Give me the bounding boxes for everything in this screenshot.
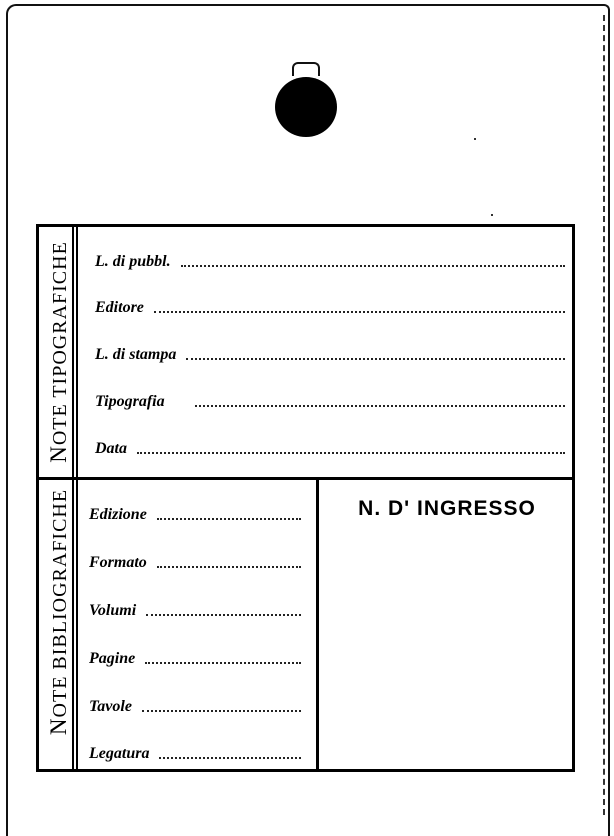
dotted-line [157, 566, 301, 568]
hole-reinforcement [292, 62, 320, 76]
field-label: Pagine [89, 650, 136, 667]
paper-speck [491, 214, 493, 216]
field-formato[interactable] [89, 550, 301, 572]
dotted-line [181, 265, 565, 267]
field-volumi[interactable] [89, 598, 301, 620]
punch-hole [275, 77, 337, 137]
paper-speck [474, 138, 476, 140]
field-tipografia[interactable] [95, 389, 565, 411]
catalog-card [36, 224, 575, 772]
numero-ingresso-heading: N. D' INGRESSO [358, 497, 536, 520]
section-title-bibliografiche-text: NOTE BIBLIOGRAFICHE [46, 488, 71, 736]
field-label: Edizione [89, 506, 147, 523]
dotted-line [145, 662, 301, 664]
column-divider [316, 480, 319, 769]
field-tavole[interactable] [89, 694, 301, 716]
section-divider [39, 477, 572, 480]
section-title-tipografiche-text: NOTE TIPOGRAFICHE [46, 241, 71, 463]
field-label: Legatura [89, 745, 150, 762]
dotted-line [137, 452, 565, 454]
dotted-line [186, 358, 565, 360]
tag-edge-shadow [603, 15, 607, 815]
field-label: Tipografia [95, 393, 165, 410]
field-label: L. di pubbl. [95, 253, 171, 270]
field-label: Volumi [89, 602, 137, 619]
field-label: Editore [95, 299, 144, 316]
field-pagine[interactable] [89, 646, 301, 668]
field-luogo-pubblicazione[interactable] [95, 249, 565, 271]
field-luogo-stampa[interactable] [95, 342, 565, 364]
dotted-line [195, 405, 565, 407]
field-edizione[interactable] [89, 502, 301, 524]
dotted-line [146, 614, 301, 616]
field-label: L. di stampa [95, 346, 177, 363]
dotted-line [142, 710, 301, 712]
dotted-line [157, 518, 301, 520]
dotted-line [159, 757, 301, 759]
side-bar-bibliografiche [72, 480, 78, 769]
field-data[interactable] [95, 436, 565, 458]
side-bar-tipografiche [72, 227, 78, 477]
field-label: Data [95, 440, 127, 457]
field-legatura[interactable] [89, 741, 301, 763]
dotted-line [154, 311, 565, 313]
field-label: Formato [89, 554, 147, 571]
field-editore[interactable] [95, 295, 565, 317]
field-label: Tavole [89, 698, 132, 715]
